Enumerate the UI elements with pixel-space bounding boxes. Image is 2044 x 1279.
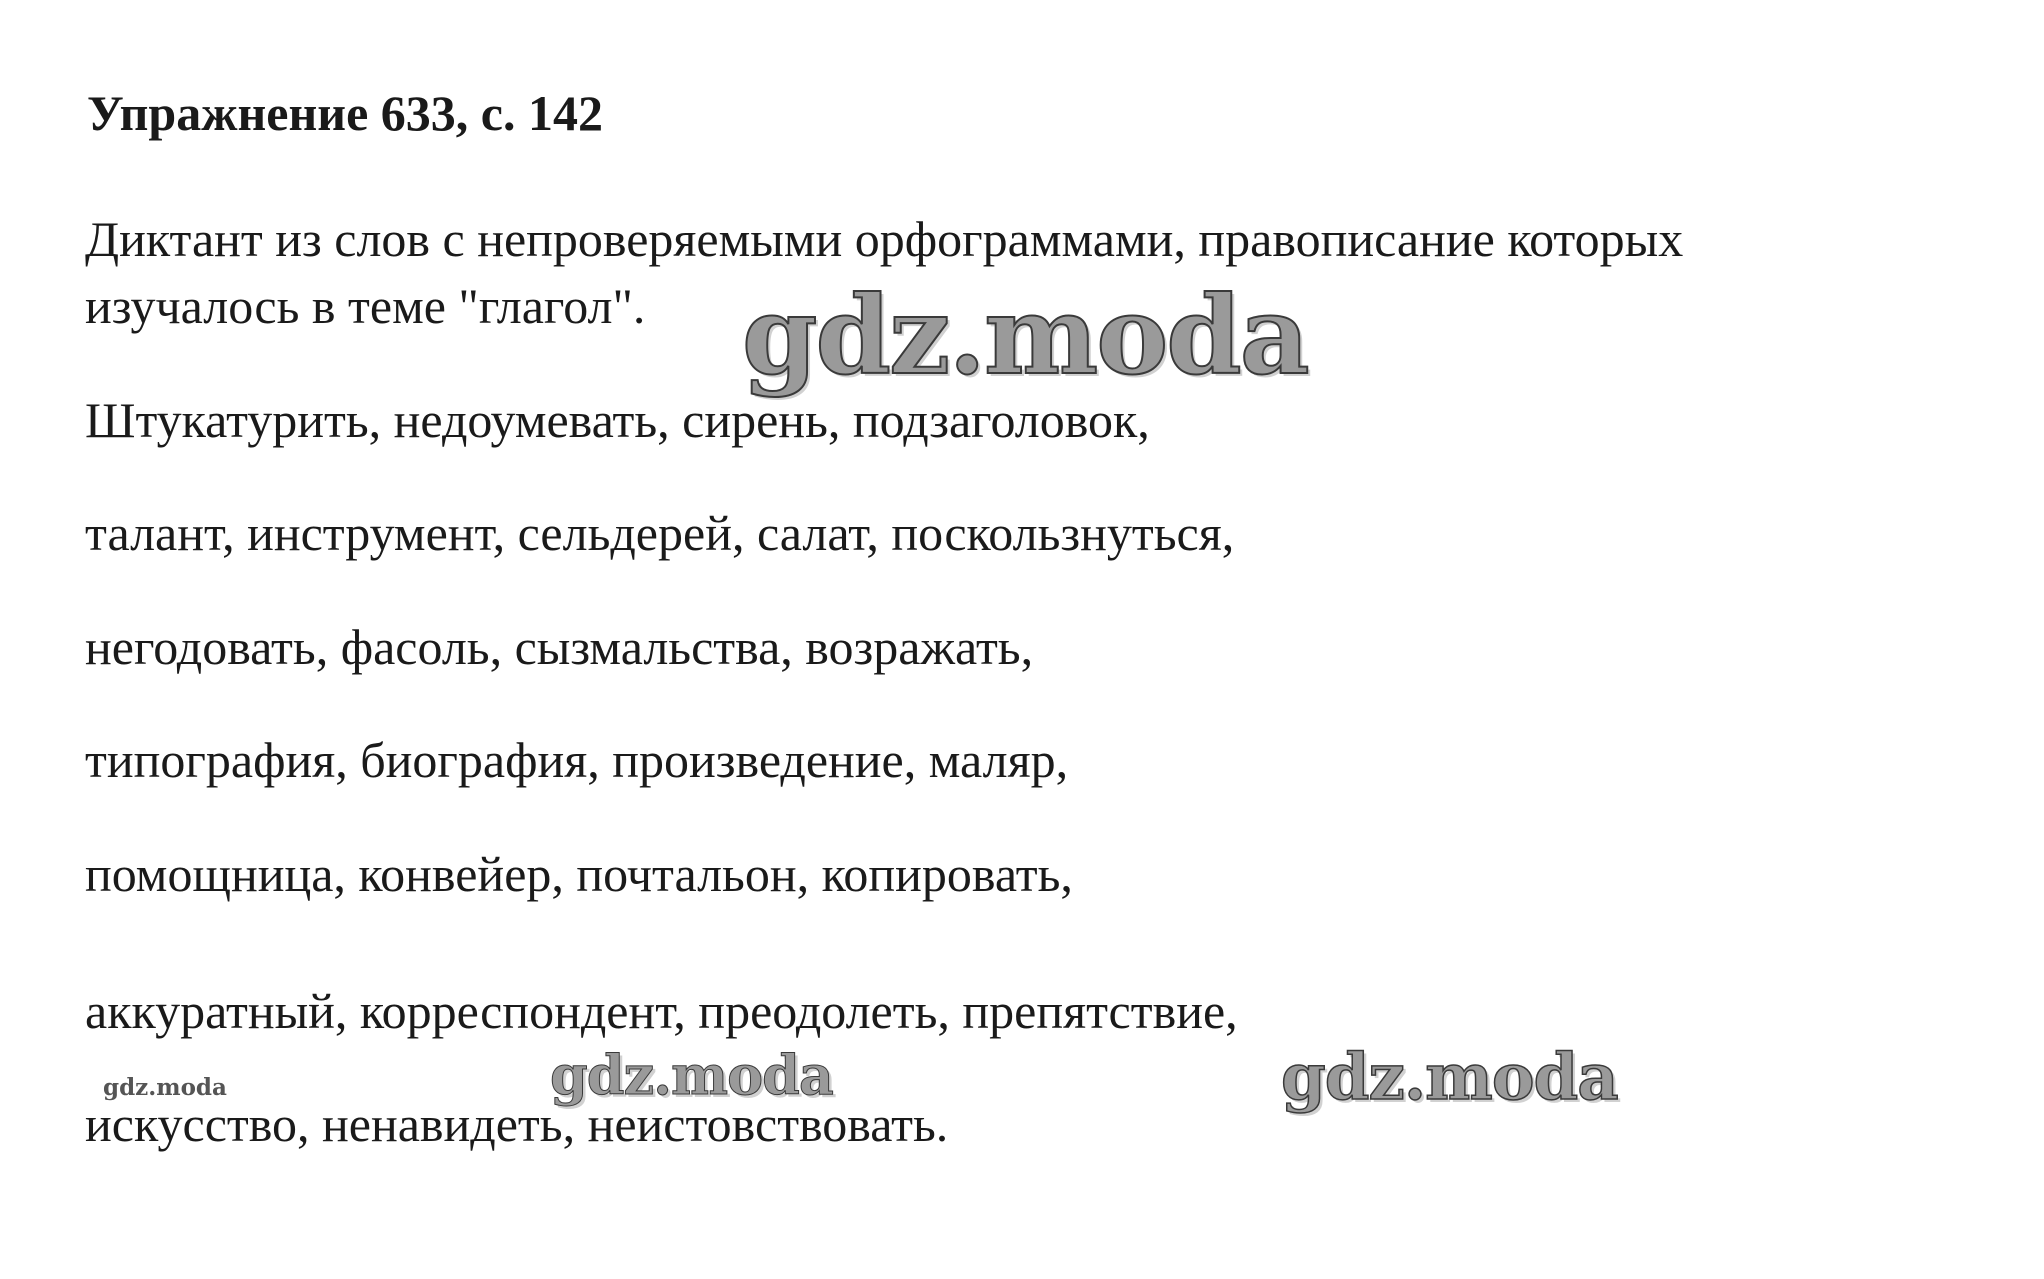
task-description-line-2: изучалось в теме "глагол". — [85, 278, 646, 334]
word-line-6: аккуратный, корреспондент, преодолеть, препятствие, — [85, 983, 1238, 1039]
task-description-line-1: Диктант из слов с непроверяемыми орфограммами, правописание которых — [85, 211, 1684, 267]
word-line-1: Штукатурить, недоумевать, сирень, подзаголовок, — [85, 392, 1150, 448]
word-line-5: помощница, конвейер, почтальон, копировать, — [85, 846, 1073, 902]
watermark-large: gdz.moda — [742, 273, 1308, 399]
word-line-2: талант, инструмент, сельдерей, салат, поскользнуться, — [85, 505, 1235, 561]
word-line-7: искусство, ненавидеть, неистовствовать. — [85, 1096, 949, 1152]
word-line-4: типография, биография, произведение, маляр, — [85, 732, 1069, 788]
watermark-small: gdz.moda — [103, 1074, 227, 1101]
exercise-title: Упражнение 633, с. 142 — [87, 85, 603, 141]
watermark-right: gdz.moda — [1281, 1040, 1618, 1115]
watermark-mid: gdz.moda — [550, 1043, 833, 1107]
word-line-3: негодовать, фасоль, сызмальства, возражать, — [85, 619, 1034, 675]
